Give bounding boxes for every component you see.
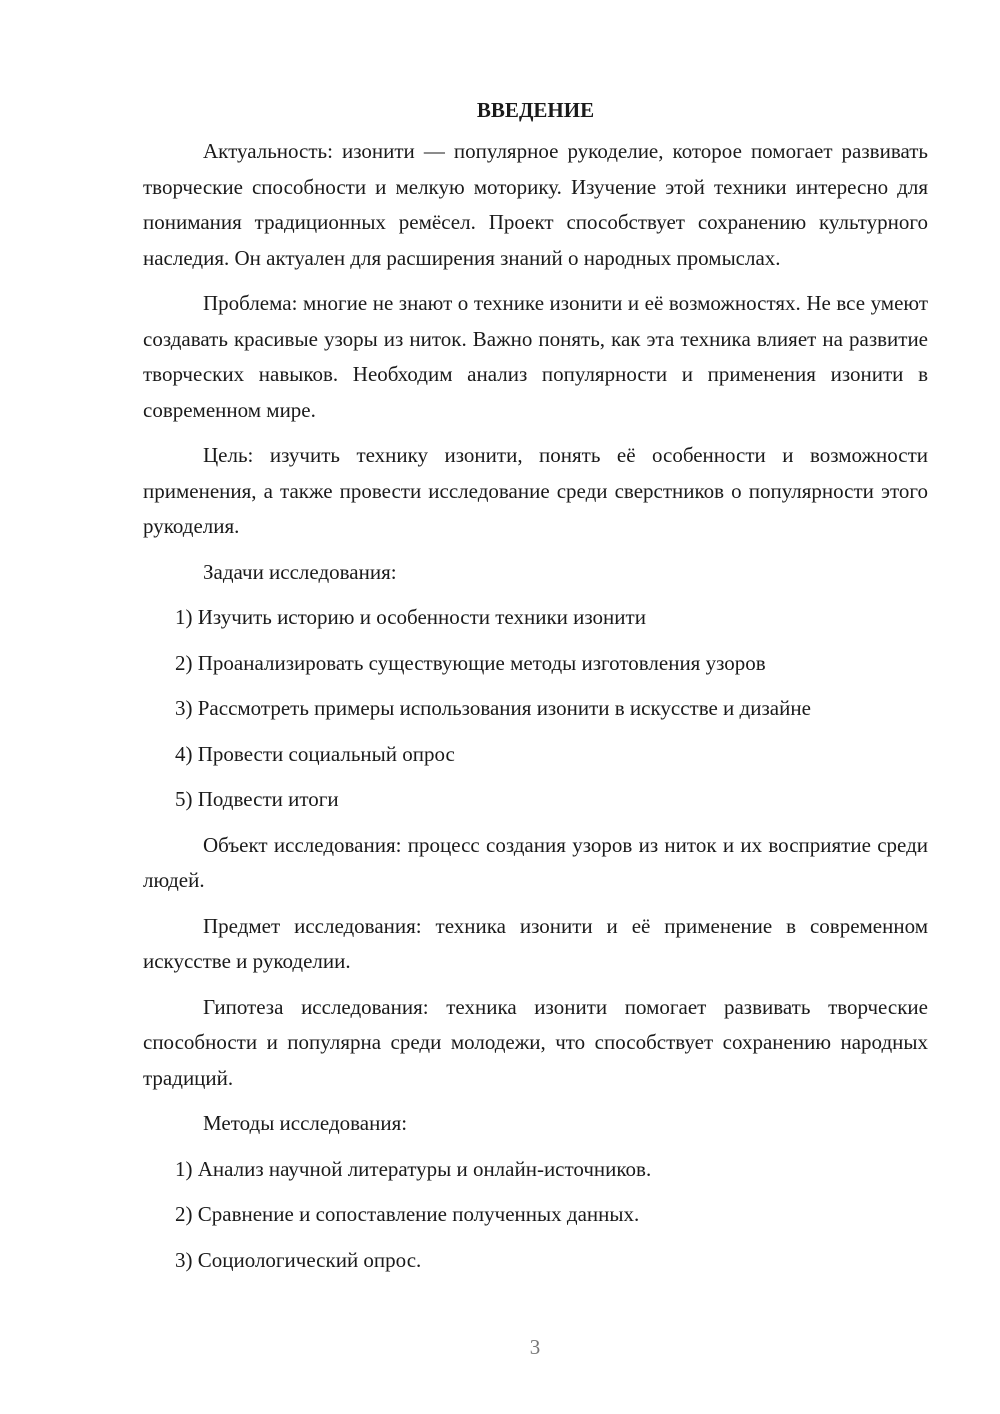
methods-list	[143, 1152, 928, 1279]
relevance-paragraph: Актуальность: изонити — популярное рукоделие, которое помогает развивать творческие способности и мелкую моторику. Изучение этой техники интересно для понимания традиционных ремёсел. Проект способствует сохранению культурного наследия. Он актуален для расширения знаний о народных промыслах.	[143, 139, 928, 270]
hypothesis-paragraph: Гипотеза исследования: техника изонити помогает развивать творческие способности и популярна среди молодежи, что способствует сохранению народных традиций.	[143, 994, 928, 1090]
list-item: 4) Провести социальный опрос	[175, 741, 455, 766]
tasks-heading: Задачи исследования:	[203, 559, 397, 584]
problem-paragraph: Проблема: многие не знают о технике изонити и её возможностях. Не все умеют создавать красивые узоры из ниток. Важно понять, как эта техника влияет на развитие творческих навыков. Необходим анализ популярности и применения изонити в современном мире.	[143, 291, 928, 422]
goal-paragraph: Цель: изучить технику изонити, понять её особенности и возможности применения, а также провести исследование среди сверстников о популярности этого рукоделия.	[143, 443, 928, 538]
list-item: 3) Социологический опрос.	[175, 1247, 422, 1272]
document-page	[143, 92, 928, 1288]
list-item: 1) Изучить историю и особенности техники изонити	[175, 605, 646, 629]
object-paragraph: Объект исследования: процесс создания узоров из ниток и их восприятие среди людей.	[143, 832, 928, 892]
page-title: ВВЕДЕНИЕ	[476, 98, 595, 122]
list-item: 1) Анализ научной литературы и онлайн-источников.	[175, 1156, 652, 1181]
list-item: 5) Подвести итоги	[175, 787, 339, 811]
methods-heading: Методы исследования:	[203, 1111, 408, 1135]
list-item: 2) Сравнение и сопоставление полученных данных.	[175, 1202, 640, 1226]
list-item: 3) Рассмотреть примеры использования изонити в искусстве и дизайне	[175, 696, 811, 720]
tasks-list	[143, 600, 928, 818]
subject-paragraph: Предмет исследования: техника изонити и её применение в современном искусстве и рукоделии.	[143, 913, 928, 973]
page-number: 3	[529, 1335, 541, 1359]
list-item: 2) Проанализировать существующие методы изготовления узоров	[175, 650, 766, 675]
